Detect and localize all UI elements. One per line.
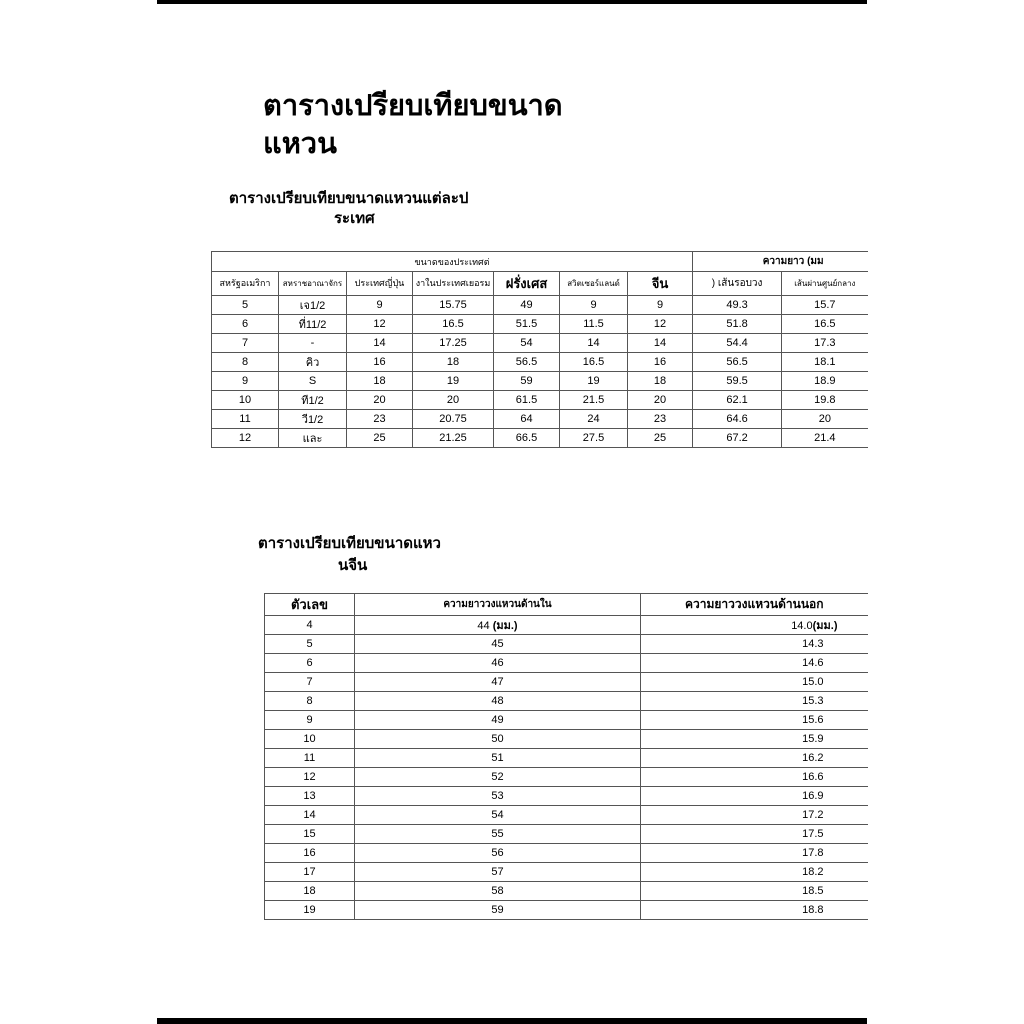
table-cell: 10 [212, 391, 279, 410]
col-header-usa: สหรัฐอเมริกา [212, 272, 279, 296]
table-cell: 15.6 [641, 711, 868, 730]
country-sizes-header: ขนาดของประเทศต่ [212, 252, 693, 272]
table-row [212, 353, 868, 372]
table-row [265, 730, 868, 749]
table-cell: 21.25 [413, 429, 494, 448]
table-cell: 14 [265, 806, 355, 825]
table-cell: 15.9 [641, 730, 868, 749]
table-cell: 59.5 [693, 372, 782, 391]
table-cell: 6 [212, 315, 279, 334]
table-row [265, 616, 868, 635]
table-cell: 58 [355, 882, 641, 901]
col-header-switzerland: สวิตเซอร์แลนด์ [560, 272, 628, 296]
table-cell: 62.1 [693, 391, 782, 410]
col-header-outer: ความยาววงแหวนด้านนอก [641, 594, 868, 616]
table-cell: 49 [494, 296, 560, 315]
outer-unit-label: (มม.) [812, 620, 838, 632]
china-table-heading-line2: นจีน [338, 556, 368, 574]
table-row [265, 844, 868, 863]
country-table-heading [229, 188, 519, 228]
table-row [265, 711, 868, 730]
table-cell: เจ1/2 [279, 296, 347, 315]
table-row [212, 410, 868, 429]
table-cell: 27.5 [560, 429, 628, 448]
table-cell: 20 [628, 391, 693, 410]
top-border [157, 0, 867, 4]
table-cell: 13 [265, 787, 355, 806]
table-cell: 44 (มม.) [355, 616, 641, 635]
table-cell: 17.8 [641, 844, 868, 863]
table-cell: 19 [413, 372, 494, 391]
table-cell: 17.25 [413, 334, 494, 353]
table-cell: 16 [628, 353, 693, 372]
table-cell: 4 [265, 616, 355, 635]
china-size-table [264, 593, 868, 920]
table-cell: 21.5 [560, 391, 628, 410]
country-size-table [211, 251, 868, 448]
table-cell: 46 [355, 654, 641, 673]
table-cell: 47 [355, 673, 641, 692]
col-header-germany: งาในประเทศเยอรม [413, 272, 494, 296]
table-cell: 64.6 [693, 410, 782, 429]
table-row [265, 692, 868, 711]
table-cell: 20 [347, 391, 413, 410]
col-header-circumference: ) เส้นรอบวง [693, 272, 782, 296]
table-cell: 14.6 [641, 654, 868, 673]
table-cell: 20 [413, 391, 494, 410]
table-row [212, 334, 868, 353]
table-cell: คิว [279, 353, 347, 372]
table-cell: 55 [355, 825, 641, 844]
table-row [265, 882, 868, 901]
table-cell: 16.5 [560, 353, 628, 372]
table-cell: 14.0(มม.) [641, 616, 868, 635]
table-cell: 12 [265, 768, 355, 787]
table-cell: 61.5 [494, 391, 560, 410]
table-cell: 19 [265, 901, 355, 920]
table-cell: ที่11/2 [279, 315, 347, 334]
table-cell: 52 [355, 768, 641, 787]
table-cell: 16 [265, 844, 355, 863]
table-cell: 15 [265, 825, 355, 844]
col-header-france: ฝรั่งเศส [494, 272, 560, 296]
table-cell: 59 [494, 372, 560, 391]
table-cell: 18.2 [641, 863, 868, 882]
table-cell: 19 [560, 372, 628, 391]
table-cell: 8 [265, 692, 355, 711]
table-cell: 8 [212, 353, 279, 372]
table-cell: 18 [413, 353, 494, 372]
table-cell: 9 [628, 296, 693, 315]
table-cell: 11.5 [560, 315, 628, 334]
table-cell: 51 [355, 749, 641, 768]
table-cell: 16 [347, 353, 413, 372]
table-cell: 51.5 [494, 315, 560, 334]
table-cell: 6 [265, 654, 355, 673]
table-row [265, 673, 868, 692]
table-cell: 51.8 [693, 315, 782, 334]
table-row [265, 654, 868, 673]
table-cell: 16.2 [641, 749, 868, 768]
table-cell: 18.5 [641, 882, 868, 901]
table-row [212, 296, 868, 315]
table-cell: 18.8 [641, 901, 868, 920]
country-table-heading-line1: ตารางเปรียบเทียบขนาดแหวนแต่ละป [229, 189, 469, 207]
table-cell: 64 [494, 410, 560, 429]
table-cell: 9 [265, 711, 355, 730]
table-row [265, 825, 868, 844]
bottom-border [157, 1018, 867, 1024]
table-row [265, 635, 868, 654]
table-cell: 59 [355, 901, 641, 920]
table-row [265, 863, 868, 882]
table-cell: 14 [347, 334, 413, 353]
table-cell: 18 [347, 372, 413, 391]
col-header-diameter: เส้นผ่านศูนย์กลาง [782, 272, 868, 296]
table-cell: 17.3 [782, 334, 868, 353]
table-cell: 15.0 [641, 673, 868, 692]
table-row [212, 372, 868, 391]
table-cell: 14.3 [641, 635, 868, 654]
table-cell: 23 [347, 410, 413, 429]
table-cell: 66.5 [494, 429, 560, 448]
table-cell: 16.9 [641, 787, 868, 806]
col-header-china: จีน [628, 272, 693, 296]
table-cell: วี1/2 [279, 410, 347, 429]
length-header: ความยาว (มม [693, 252, 868, 272]
table-cell: 24 [560, 410, 628, 429]
page-title: ตารางเปรียบเทียบขนาดแหวน [263, 88, 563, 160]
col-header-inner: ความยาววงแหวนด้านใน [355, 594, 641, 616]
table-cell: 16.5 [782, 315, 868, 334]
col-header-number: ตัวเลข [265, 594, 355, 616]
table-cell: 9 [560, 296, 628, 315]
table-cell: 25 [628, 429, 693, 448]
table-cell: 18.9 [782, 372, 868, 391]
table-cell: 20.75 [413, 410, 494, 429]
table-row [212, 315, 868, 334]
table-row [212, 429, 868, 448]
table-cell: 14 [560, 334, 628, 353]
table-row [265, 806, 868, 825]
table-row [212, 391, 868, 410]
table-cell: 5 [212, 296, 279, 315]
table-cell: 56.5 [494, 353, 560, 372]
table-cell: 19.8 [782, 391, 868, 410]
table-row [265, 901, 868, 920]
table-cell: 11 [212, 410, 279, 429]
table-cell: 15.7 [782, 296, 868, 315]
table-cell: 49.3 [693, 296, 782, 315]
table-cell: 54.4 [693, 334, 782, 353]
col-header-japan: ประเทศญี่ปุ่น [347, 272, 413, 296]
table-cell: 15.3 [641, 692, 868, 711]
table-cell: 48 [355, 692, 641, 711]
table-cell: 9 [212, 372, 279, 391]
table-cell: และ [279, 429, 347, 448]
table-row [265, 787, 868, 806]
table-cell: 16.5 [413, 315, 494, 334]
table-cell: - [279, 334, 347, 353]
table-cell: 23 [628, 410, 693, 429]
table-cell: 67.2 [693, 429, 782, 448]
table-cell: 57 [355, 863, 641, 882]
table-cell: 49 [355, 711, 641, 730]
table-cell: 5 [265, 635, 355, 654]
china-table-heading [258, 532, 488, 576]
table-cell: 25 [347, 429, 413, 448]
table-cell: 21.4 [782, 429, 868, 448]
table-cell: 17.5 [641, 825, 868, 844]
table-cell: 15.75 [413, 296, 494, 315]
table-cell: 50 [355, 730, 641, 749]
inner-unit-label: (มม.) [489, 620, 518, 632]
table-cell: 45 [355, 635, 641, 654]
col-header-uk: สหราชอาณาจักร [279, 272, 347, 296]
table-cell: 12 [347, 315, 413, 334]
table-cell: 53 [355, 787, 641, 806]
table-cell: 12 [628, 315, 693, 334]
table-cell: 11 [265, 749, 355, 768]
country-table-heading-line2: ระเทศ [334, 209, 375, 227]
table-cell: 14 [628, 334, 693, 353]
table-cell: 56.5 [693, 353, 782, 372]
table-cell: 12 [212, 429, 279, 448]
table-row [265, 768, 868, 787]
table-cell: 17.2 [641, 806, 868, 825]
table-cell: 18.1 [782, 353, 868, 372]
table-cell: 16.6 [641, 768, 868, 787]
table-cell: 54 [494, 334, 560, 353]
table-cell: 20 [782, 410, 868, 429]
table-row [265, 749, 868, 768]
table-cell: 54 [355, 806, 641, 825]
table-cell: 18 [628, 372, 693, 391]
table-cell: 18 [265, 882, 355, 901]
table-cell: 10 [265, 730, 355, 749]
table-cell: 56 [355, 844, 641, 863]
table-cell: 9 [347, 296, 413, 315]
table-cell: 17 [265, 863, 355, 882]
table-cell: 7 [265, 673, 355, 692]
china-table-heading-line1: ตารางเปรียบเทียบขนาดแหว [258, 534, 441, 552]
table-cell: S [279, 372, 347, 391]
table-cell: ที1/2 [279, 391, 347, 410]
table-cell: 7 [212, 334, 279, 353]
